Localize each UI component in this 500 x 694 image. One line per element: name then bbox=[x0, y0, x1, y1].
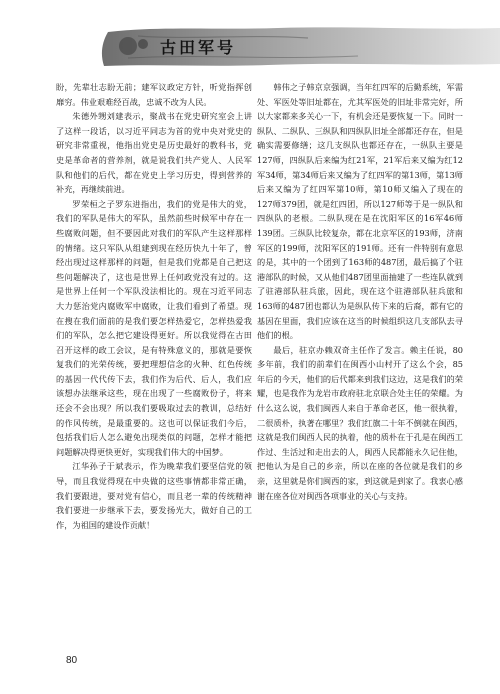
section-banner bbox=[98, 24, 500, 68]
paragraph: 罗荣桓之子罗东进指出，我们的党是伟大的党，我们的军队是伟大的军队，虽然前些时候军中存在一些腐败问题，但不要因此对我们的军队产生这样那样的情绪。这只军队从组建到现在经历快九十年了，曾经出现过这样那样的问题，但是我们党都是自己把这些问题解决了，这也是世界上任何政党没有过的。这是世界上任何一个军队没法相比的。现在习近平同志大力惩治党内腐败军中腐败，让我们看到了希望。现在搜在我们面前的是我们要怎样热爱它，怎样热爱我们的军队，怎么把它建设得更好。所以我觉得在古田召开这样的政工会议，是有特殊意义的，那就是要恢复我们的光荣传统，要把理想信念的火种、红色传统的基因一代代传下去，我们作为后代、后人，我们应该想办法继承这些，现在出现了一些腐败份子，将来还会不会出现？所以我们要吸取过去的教训，总结好的作风传统，是最重要的。这也可以保证我们今后，包括我们后人怎么避免出现类似的问题，怎样才能把问题解决得更快更好，实现我们伟大的中国梦。 bbox=[56, 198, 252, 457]
paragraph: 盼，先辈壮志盼无前；建军议政定方针，听党指挥创靡穷。伟业艰难经百战，忠诚不改为人民。 bbox=[56, 82, 252, 107]
paragraph: 最后，驻京办赖双奇主任作了发言。赖主任说，80多年前，我们的前辈们在闽西小山村开了这么个会，85年后的今天，他们的后代都来到我们这边，这是我们的荣耀，也是我作为龙岩市政府驻北京联合处主任的荣耀。为什么这么说，我们闽西人来自于革命老区，他一很执着，二很质朴，执著在哪里？我们红旗二十年不倒就在闽西，这就是我们闽西人民的执着，他的质朴在于孔是在闽西工作过、生活过和走出去的人，闽西人民都能永久记住他，把他认为是自己的乡亲，所以在座的各位就是我们的乡亲，这里就是你们闽西的家，到这就是到家了。我衷心感谢在座各位对闽西各项事业的关心与支持。 bbox=[257, 344, 463, 501]
paragraph: 韩伟之子韩京京强调，当年红四军的后勤系统，军需处、军医处等旧址都在，尤其军医处的旧址非常完好，所以大家都来多关心一下，有机会还是要恢复一下。同时一纵队、二纵队、三纵队和四纵队旧址全部都还存在，但是确实需要修缮；这几支纵队也都还存在，一纵队主要是127师，四纵队后来编为红21军，21军后来又编为红12军34师，第34师后来又编为了红四军的第13师，第13师后来又编为了红四军第10师，第10师又编入了现在的127师379团，就是红四团，所以127师等于是一纵队和四纵队的老根。二纵队现在是在沈阳军区的16军46师139团。三纵队比较复杂，都在北京军区的193师，济南军区的199师，沈阳军区的191师。还有一件特别有意思的是，其中的一个团到了163师的487团，最后搞了个驻港部队的时候，又从他们487团里面抽建了一些连队就到了驻港部队驻兵旅，因此，现在这个驻港部队驻兵旅和163师的487团也都认为是纵队传下来的后裔，都有它的基因在里面，我们应该在这当的时候组织这几支部队去寻他们的根。 bbox=[257, 82, 463, 341]
left-column bbox=[56, 80, 252, 532]
paragraph: 江华孙子于斌表示，作为晚辈我们要坚信党的领导，而且我觉得现在中央做的这些事情都非常正确，我们要跟进，要对党有信心，而且老一辈的传统精神我们要进一步继承下去，要发扬光大，做好自己的工作，为祖国的建设作贡献！ bbox=[56, 461, 252, 530]
page-number: 80 bbox=[66, 655, 78, 666]
section-title: 古田军号 bbox=[160, 38, 237, 57]
right-column bbox=[257, 80, 463, 503]
paragraph: 朱德外甥刘建表示，聚战书在党史研究室会上讲了这样一段话，以习近平同志为首的党中央对党史的研究非常重视，他指出党史是历史最好的教科书，党史是革命者的营养剂，就是说我们共产党人、人民军队和他们的后代，都在党史上学习历史，得到营养的补充，再继续前进。 bbox=[56, 111, 252, 195]
ink-wash-banner-graphic bbox=[98, 24, 500, 68]
